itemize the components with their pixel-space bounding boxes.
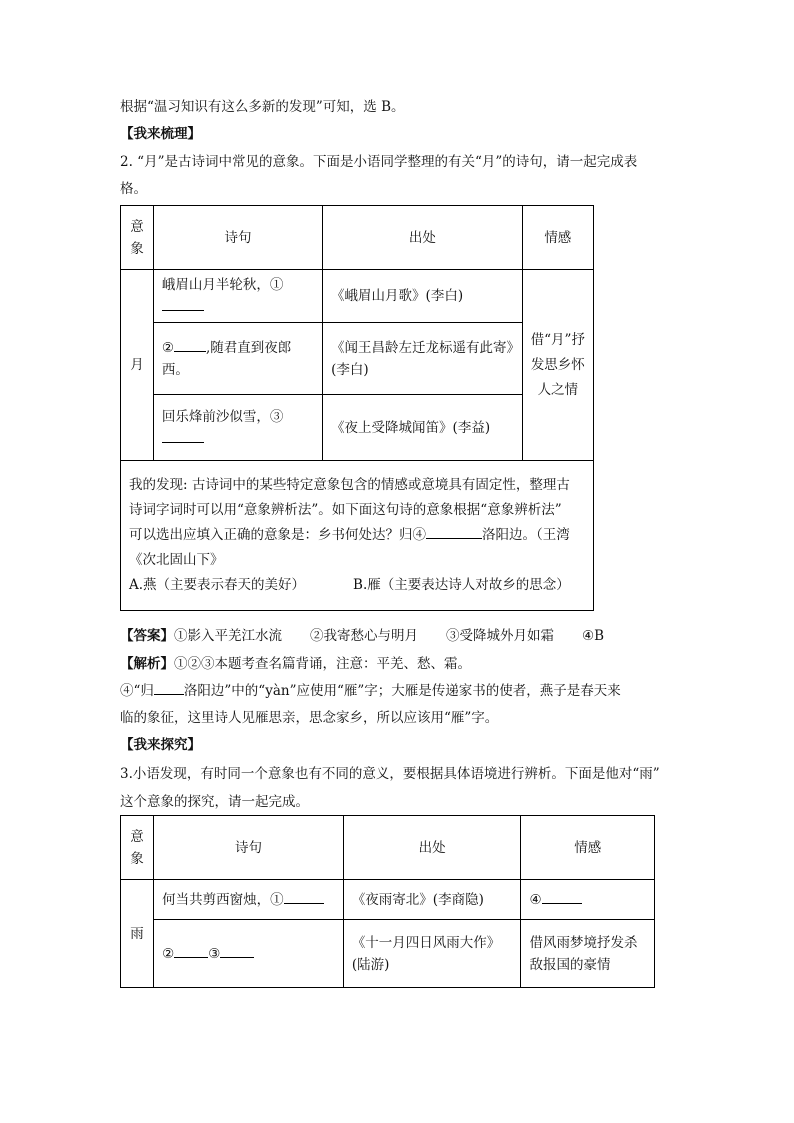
answer-item: ④B xyxy=(582,628,605,644)
finding-line: 可以选出应填入正确的意象是：乡书何处达？归④ 洛阳边。（王湾 xyxy=(129,523,585,548)
finding-line: 《次北固山下》 xyxy=(129,552,224,568)
question-2-line1: 2. “月”是古诗词中常见的意象。下面是小语同学整理的有关“月”的诗句，请一起完成表 xyxy=(120,154,638,170)
answer-item: ③受降城外月如霜 xyxy=(446,628,554,644)
rain-table xyxy=(120,815,655,988)
analysis-line1: 【解析】①②③本题考查名篇背诵，注意：平羌、愁、霜。 xyxy=(120,656,471,672)
answer-item: ②我寄愁心与明月 xyxy=(310,628,418,644)
table-row-source: 《峨眉山月歌》(李白) xyxy=(323,270,523,323)
header-image: 意象 xyxy=(121,206,154,270)
finding-line: 诗词字词时可以用“意象辨析法”。如下面这句诗的意象根据“意象辨析法” xyxy=(129,502,562,518)
blank-rain-3[interactable] xyxy=(220,943,254,958)
answer-label: 【答案】 xyxy=(120,628,174,644)
table-row-poem: 何当共剪西窗烛，① xyxy=(154,880,344,920)
table-row-emotion: ④ xyxy=(521,880,655,920)
table-row-emotion: 借风雨梦境抒发杀敌报国的豪情 xyxy=(521,920,655,988)
blank-2[interactable] xyxy=(174,337,206,352)
options xyxy=(129,573,585,598)
question-2-line2: 格。 xyxy=(120,181,147,197)
header-emotion: 情感 xyxy=(521,816,655,880)
intro-line: 根据“温习知识有这么多新的发现”可知，选 B。 xyxy=(120,99,405,115)
section-heading-explore: 【我来探究】 xyxy=(120,737,201,753)
blank-rain-4[interactable] xyxy=(542,889,582,904)
question-3-line2: 这个意象的探究，请一起完成。 xyxy=(120,794,309,810)
analysis-label: 【解析】 xyxy=(120,656,174,672)
option-b: B.雁（主要表达诗人对故乡的思念） xyxy=(353,577,570,593)
answer-line xyxy=(120,624,604,644)
blank-rain-1[interactable] xyxy=(284,889,324,904)
table-row-source: 《夜雨寄北》(李商隐) xyxy=(343,880,521,920)
image-rain: 雨 xyxy=(121,880,154,988)
section-heading-sort: 【我来梳理】 xyxy=(120,126,201,142)
answer-item: ①影入平羌江水流 xyxy=(174,628,282,644)
question-3-line1: 3.小语发现，有时同一个意象也有不同的意义，要根据具体语境进行辨析。下面是他对“雨” xyxy=(120,766,660,782)
table-row-poem: 回乐烽前沙似雪，③ xyxy=(153,395,322,461)
emotion-cell: 借“月”抒发思乡怀人之情 xyxy=(522,270,593,461)
header-source: 出处 xyxy=(343,816,521,880)
table-row-source: 《夜上受降城闻笛》(李益) xyxy=(323,395,523,461)
blank-analysis xyxy=(154,680,184,695)
table-row-poem: ② ,随君直到夜郎西。 xyxy=(153,323,322,395)
table-row-source: 《十一月四日风雨大作》(陆游) xyxy=(343,920,521,988)
analysis-line2: ④“归 洛阳边”中的“yàn”应使用“雁”字；大雁是传递家书的使者，燕子是春天来 xyxy=(120,679,621,699)
blank-4[interactable] xyxy=(426,524,482,539)
header-poem: 诗句 xyxy=(154,816,344,880)
finding-line: 我的发现: 古诗词中的某些特定意象包含的情感或意境具有固定性，整理古 xyxy=(129,477,570,493)
finding-cell xyxy=(121,461,594,611)
header-poem: 诗句 xyxy=(153,206,322,270)
analysis-line3: 临的象征，这里诗人见雁思亲，思念家乡，所以应该用“雁”字。 xyxy=(120,710,499,726)
image-moon: 月 xyxy=(121,270,154,461)
table-row-poem: 峨眉山月半轮秋，① xyxy=(153,270,322,323)
header-emotion: 情感 xyxy=(522,206,593,270)
blank-1[interactable] xyxy=(162,296,204,311)
blank-3[interactable] xyxy=(162,428,204,443)
header-image: 意象 xyxy=(121,816,154,880)
moon-table xyxy=(120,205,594,611)
table-row-poem: ② ③ xyxy=(154,920,344,988)
header-source: 出处 xyxy=(323,206,523,270)
blank-rain-2[interactable] xyxy=(174,943,208,958)
option-a: A.燕（主要表示春天的美好） xyxy=(129,577,306,593)
table-row-source: 《闻王昌龄左迁龙标遥有此寄》(李白) xyxy=(323,323,523,395)
